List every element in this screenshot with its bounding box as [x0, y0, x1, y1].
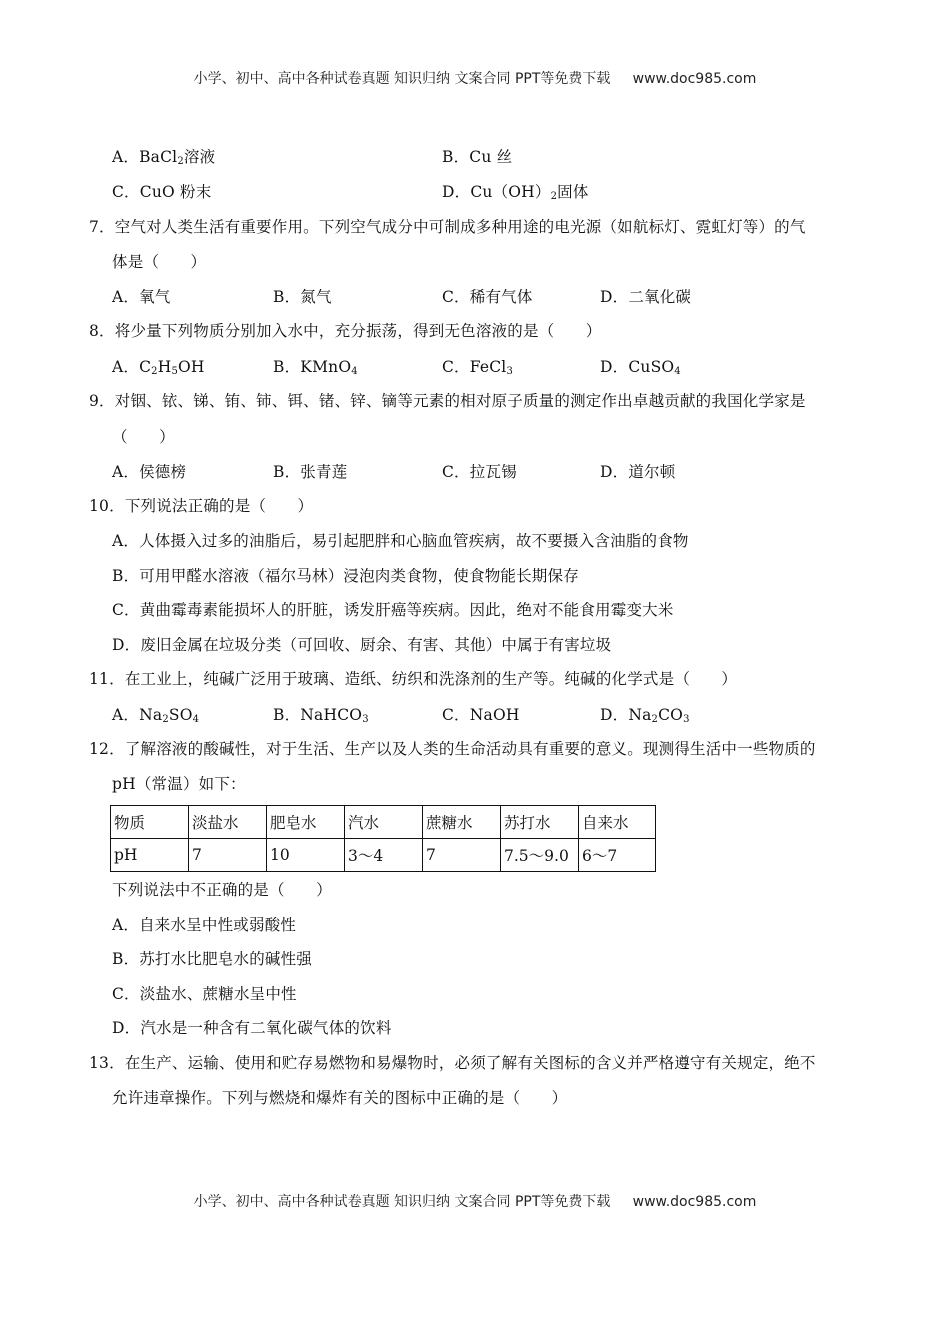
q7-stem-line1: 7．空气对人类生活有重要作用。下列空气成分中可制成多种用途的电光源（如航标灯、霓虹灯等）的气 [89, 218, 806, 236]
ph-table-header-cell: 汽水 [345, 806, 423, 839]
q11-stem: 11．在工业上，纯碱广泛用于玻璃、造纸、纺织和洗涤剂的生产等。纯碱的化学式是（ ） [89, 670, 738, 688]
q8-option-c: C．FeCl$_3$ [442, 358, 514, 377]
ph-table-header-row [111, 806, 656, 839]
q10-option-d: D．废旧金属在垃圾分类（可回收、厨余、有害、其他）中属于有害垃圾 [112, 636, 612, 654]
q9-stem-line2: （ ） [112, 428, 175, 446]
ph-table-cell: pH [111, 839, 189, 872]
q7-option-b: B．氮气 [273, 288, 332, 306]
ph-table-cell: 7 [423, 839, 501, 872]
q12-option-c: C．淡盐水、蔗糖水呈中性 [112, 985, 297, 1003]
q12-option-d: D．汽水是一种含有二氧化碳气体的饮料 [112, 1019, 392, 1037]
q6-option-b: B．Cu 丝 [442, 148, 513, 166]
q9-option-d: D．道尔顿 [600, 463, 676, 481]
q10-stem: 10．下列说法正确的是（ ） [89, 497, 314, 515]
ph-table-header-cell: 物质 [111, 806, 189, 839]
q13-stem-line1: 13．在生产、运输、使用和贮存易燃物和易爆物时，必须了解有关图标的含义并严格遵守有关规定，绝不 [89, 1054, 816, 1072]
page-header: 小学、初中、高中各种试卷真题 知识归纳 文案合同 PPT等免费下载 www.doc985.com [193, 71, 757, 87]
ph-table-header-cell: 肥皂水 [267, 806, 345, 839]
ph-table-value-row [111, 839, 656, 872]
q8-stem: 8．将少量下列物质分别加入水中，充分振荡，得到无色溶液的是（ ） [89, 322, 602, 340]
ph-table-cell: 7.5～9.0 [501, 839, 579, 872]
q13-stem-line2: 允许违章操作。下列与燃烧和爆炸有关的图标中正确的是（ ） [112, 1089, 568, 1107]
q6-option-d: D．$Cu(OH)_2$固体 [442, 183, 589, 202]
q7-option-d: D．二氧化碳 [600, 288, 692, 306]
ph-table-cell: 6～7 [579, 839, 656, 872]
ph-table-header-cell: 蔗糖水 [423, 806, 501, 839]
q12-sub-question: 下列说法中不正确的是（ ） [112, 881, 332, 899]
q11-option-a: A．$Na_2SO_4$ [112, 706, 200, 725]
q10-option-b: B．可用甲醛水溶液（福尔马林）浸泡肉类食物，使食物能长期保存 [112, 567, 579, 585]
q11-option-b: B．NaHCO$_3$ [273, 706, 369, 725]
page-footer: 小学、初中、高中各种试卷真题 知识归纳 文案合同 PPT等免费下载 www.doc985.com [193, 1194, 757, 1210]
ph-table-cell: 3～4 [345, 839, 423, 872]
q8-option-b: B．KMnO$_4$ [273, 358, 358, 377]
q6-option-c: C．CuO 粉末 [112, 183, 212, 201]
ph-table [110, 805, 656, 872]
q12-option-b: B．苏打水比肥皂水的碱性强 [112, 950, 312, 968]
q7-option-c: C．稀有气体 [442, 288, 533, 306]
ph-table-cell: 10 [267, 839, 345, 872]
q9-option-b: B．张青莲 [273, 463, 348, 481]
ph-table-header-cell: 苏打水 [501, 806, 579, 839]
q12-stem-line1: 12．了解溶液的酸碱性，对于生活、生产以及人类的生命活动具有重要的意义。现测得生活中一些物质的 [89, 740, 816, 758]
q9-stem-line1: 9．对铟、铱、锑、铕、铈、铒、锗、锌、镝等元素的相对原子质量的测定作出卓越贡献的我国化学家是 [89, 392, 806, 410]
q9-option-c: C．拉瓦锡 [442, 463, 517, 481]
q7-option-a: A．氧气 [112, 288, 171, 306]
q6-option-a: A．BaCl$_2$溶液 [112, 148, 216, 167]
q10-option-a: A．人体摄入过多的油脂后，易引起肥胖和心脑血管疾病，故不要摄入含油脂的食物 [112, 532, 689, 550]
q10-option-c: C．黄曲霉毒素能损坏人的肝脏，诱发肝癌等疾病。因此，绝对不能食用霉变大米 [112, 601, 674, 619]
q9-option-a: A．侯德榜 [112, 463, 187, 481]
q11-option-c: C．NaOH [442, 706, 520, 724]
q8-option-d: D．CuSO$_4$ [600, 358, 681, 377]
q12-option-a: A．自来水呈中性或弱酸性 [112, 916, 297, 934]
q7-stem-line2: 体是（ ） [112, 253, 207, 271]
ph-table-header-cell: 自来水 [579, 806, 656, 839]
q12-stem-line2: pH（常温）如下： [112, 775, 246, 793]
q11-option-d: D．$Na_2CO_3$ [600, 706, 690, 725]
q8-option-a: A．$C_2H_5OH$ [112, 358, 205, 377]
ph-table-cell: 7 [189, 839, 267, 872]
ph-table-header-cell: 淡盐水 [189, 806, 267, 839]
